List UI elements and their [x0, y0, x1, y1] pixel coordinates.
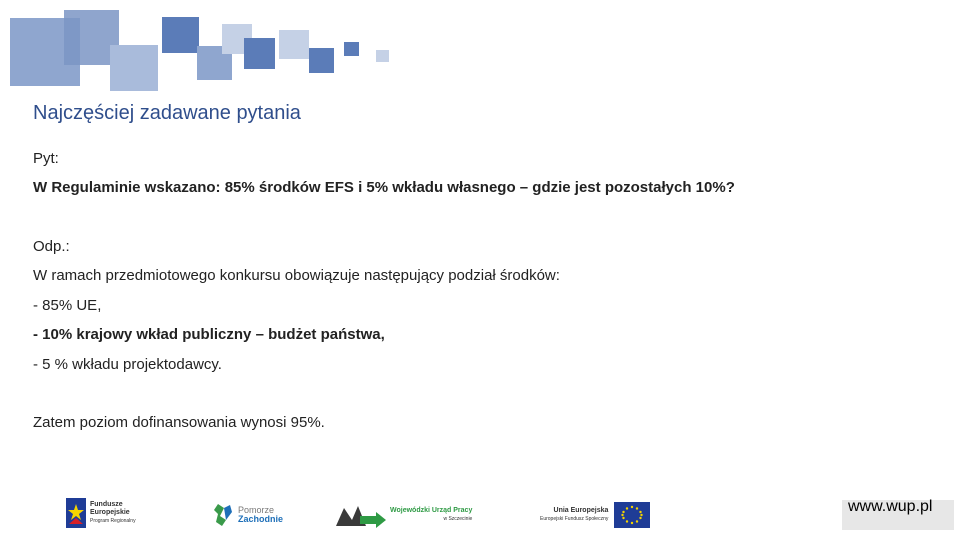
pomorze-line-2: Zachodnie — [238, 514, 284, 524]
square — [162, 17, 199, 53]
fe-line-2: Europejskie — [90, 509, 130, 516]
fe-star-icon — [66, 498, 86, 528]
wup-icon — [336, 502, 386, 528]
fe-line-3: Program Regionalny — [90, 518, 136, 524]
fe-line-1: Fundusze — [90, 501, 123, 508]
page-title: Najczęściej zadawane pytania — [33, 102, 301, 124]
website-link[interactable]: www.wup.pl — [848, 498, 933, 515]
ue-line-2: Europejski Fundusz Społeczny — [540, 516, 609, 522]
list-item: - 5 % wkładu projektodawcy. — [33, 356, 222, 373]
website-box — [842, 500, 954, 530]
list-item: - 85% UE, — [33, 297, 102, 314]
square — [309, 48, 334, 73]
answer-intro: W ramach przedmiotowego konkursu obowiązuje następujący podział środków: — [33, 267, 560, 284]
fundusze-europejskie-logo — [66, 498, 136, 528]
question-text: W Regulaminie wskazano: 85% środków EFS i 5% wkładu własnego – gdzie jest pozostałych 10%? — [33, 179, 735, 196]
pomorze-icon — [214, 502, 236, 528]
pomorze-line-1: Pomorze — [238, 505, 275, 515]
question-label: Pyt: — [33, 150, 59, 167]
square — [110, 45, 158, 91]
eu-flag-icon — [614, 502, 650, 528]
square — [279, 30, 309, 59]
conclusion-text: Zatem poziom dofinansowania wynosi 95%. — [33, 414, 325, 431]
ue-line-1: Unia Europejska — [553, 507, 609, 514]
square — [344, 42, 359, 56]
square — [376, 50, 389, 62]
pomorze-zachodnie-logo — [214, 502, 283, 528]
square — [244, 38, 275, 69]
list-item: - 10% krajowy wkład publiczny – budżet państwa, — [33, 326, 385, 343]
wup-logo — [336, 502, 472, 528]
wup-line-2: w Szczecinie — [443, 516, 473, 522]
answer-label: Odp.: — [33, 238, 70, 255]
unia-europejska-logo — [540, 502, 650, 528]
footer-logos — [0, 490, 960, 540]
wup-line-1: Wojewódzki Urząd Pracy — [390, 507, 473, 514]
